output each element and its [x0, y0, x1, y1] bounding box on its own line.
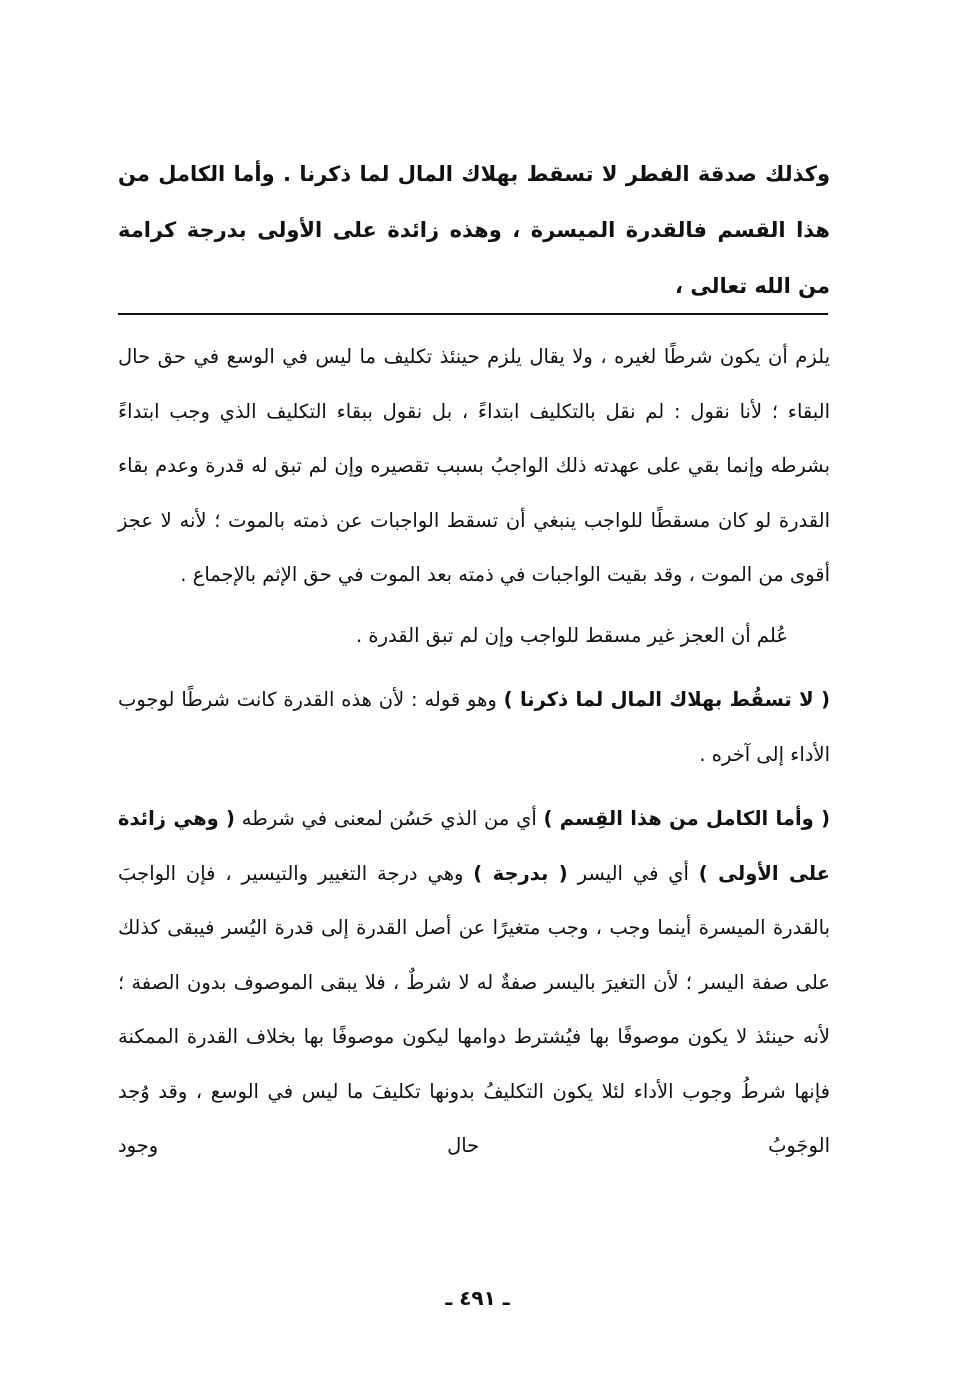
main-text [118, 146, 830, 314]
commentary-text: أي في اليسر [567, 861, 699, 885]
quoted-matn: ( وهي زائدة على الأولى ) [118, 807, 830, 885]
commentary-paragraph-2: عُلم أن العجز غير مسقط للواجب وإن لم تبق القدرة . [356, 623, 788, 647]
main-paragraph: وكذلك صدقة الفطر لا تسقط بهلاك المال لما ذكرنا . وأما الكامل من هذا القسم فالقدرة الميسرة ، وهذه زائدة على الأولى بدرجة كرامة من الله تعالى ، [118, 162, 830, 298]
page-number: ـ ٤٩١ ـ [445, 1286, 510, 1310]
quoted-matn: ( بدرجة ) [473, 861, 568, 885]
commentary-text: وهي درجة التغيير والتيسير ، فإن الواجبَ بالقدرة الميسرة أينما وجب ، وجب متغيرًا عن أصل القدرة إلى قدرة اليُسر فيبقى كذلك على صفة اليسر ؛ لأن التغيرَ باليسر صفةٌ له لا شرطٌ ، فلا يبقى الموصوف بدون الصفة ؛ لأنه حينئذ لا يكون موصوفًا بها فيُشترط دوامها ليكون موصوفًا بها بخلاف القدرة الممكنة فإنها شرطُ وجوب الأداء لئلا يكون التكليفُ بدونها تكليفَ ما ليس في الوسع ، وقد وُجد الوجَوبُ حال وجود [118, 861, 830, 1157]
commentary [118, 330, 830, 1174]
commentary-text: أي من الذي حَسُن لمعنى في شرطه [234, 807, 544, 830]
commentary-paragraph-3 [118, 673, 830, 782]
quoted-matn: ( وأما الكامل من هذا القِسم ) [543, 807, 830, 830]
commentary-text: وهو قوله : لأن هذه القدرة كانت شرطًا لوجوب الأداء إلى آخره . [118, 688, 830, 766]
quoted-matn: ( لا تسقُط بهلاك المال لما ذكرنا ) [503, 688, 830, 711]
commentary-paragraph-4 [118, 792, 830, 1174]
separator-rule [118, 313, 828, 315]
commentary-paragraph-1: يلزم أن يكون شرطًا لغيره ، ولا يقال يلزم حينئذ تكليف ما ليس في الوسع في حق حال البقاء ؛ لأنا نقول : لم نقل بالتكليف ابتداءً ، بل نقول ببقاء التكليف الذي وجب ابتداءً بشرطه وإنما بقي على عهدته ذلك الواجبُ بسبب تقصيره وإن لم تبق له قدرة وعدم بقاء القدرة لو كان مسقطًا للواجب ينبغي أن تسقط الواجبات عن ذمته بالموت ؛ لأنه لا عجز أقوى من الموت ، وقد بقيت الواجبات في ذمته بعد الموت في حق الإثم بالإجماع . [118, 345, 830, 586]
